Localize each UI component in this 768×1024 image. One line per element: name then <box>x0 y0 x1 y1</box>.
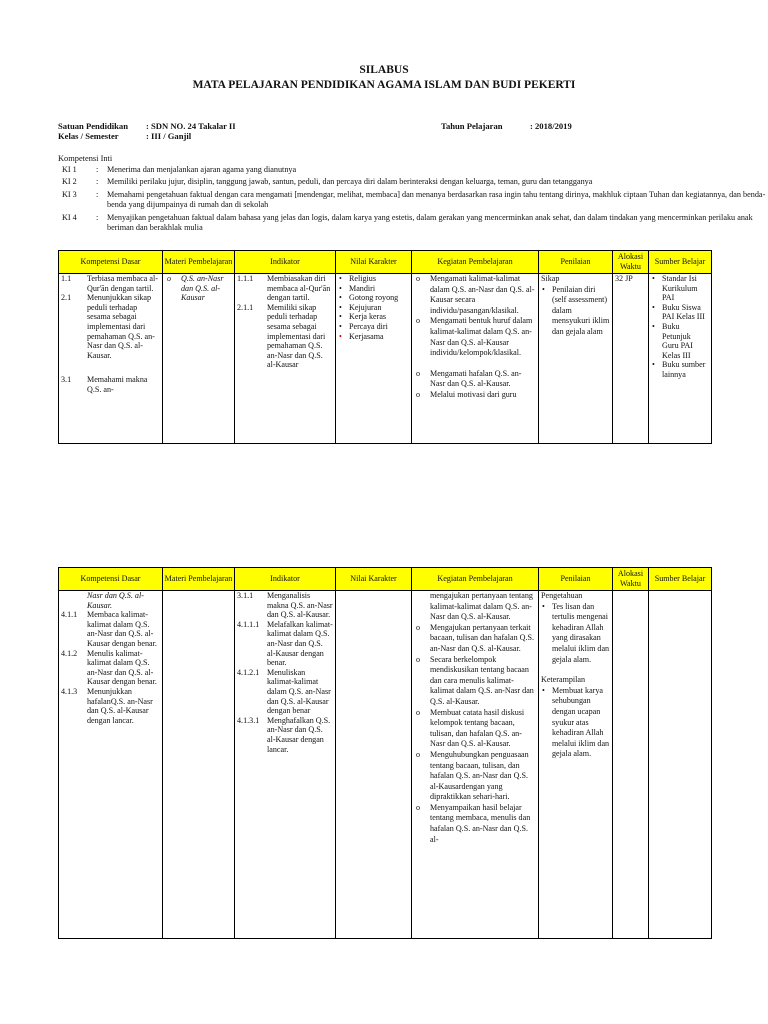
ki-colon: : <box>96 190 99 199</box>
indikator-item: 2.1.1 Memiliki sikap peduli terhadap sesama sebagai implementasi dari pemahaman Q.S. an-Nasr dan Q.S. al-Kausar <box>237 302 326 370</box>
kegiatan-item: o Mengamati hafalan Q.S. an-Nasr dan Q.S. al-Kausar. <box>414 369 536 390</box>
materi-cell <box>163 591 235 939</box>
nilai-item: • Kerja keras <box>338 312 409 322</box>
ki-code: KI 4 <box>62 213 77 222</box>
kegiatan-item: o Mengamati bentuk huruf dalam kalimat-kalimat dalam Q.S. an-Nasr dan Q.S. al-Kausar individu/kelompok/klasikal. <box>414 316 536 358</box>
penilaian-item: • Tes lisan dan tertulis mengenai kehadiran Allah yang dirasakan melalui iklim dan gejala alam. <box>541 602 610 666</box>
nilai-item: • Kerjasama <box>338 332 409 342</box>
ki-text: Menyajikan pengetahuan faktual dalam bahasa yang jelas dan logis, dalam karya yang estetis, dalam gerakan yang mencerminkan anak sehat, dan dalam tindakan yang mencerminkan perilaku anak beriman dan berakhlak mulia <box>107 213 753 233</box>
table-header-row <box>59 568 712 591</box>
penilaian-cell <box>539 274 613 444</box>
indikator-item: 4.1.3.1 Menghafalkan Q.S. an-Nasr dan Q.S. al-Kausar dengan lancar. <box>237 715 331 754</box>
header-nilai-karakter: Nilai Karakter <box>336 251 412 274</box>
indikator-cell <box>235 591 336 939</box>
kd-item: 2.1 Menunjukkan sikap peduli terhadap sesama sebagai implementasi dari pemahaman Q.S. an-Nasr dan Q.S. al-Kausar. <box>61 293 155 360</box>
sumber-item: • Buku sumber lainnya <box>651 360 709 379</box>
indikator-item: 4.1.1.1 Melafalkan kalimat-kalimat dalam Q.S. an-Nasr dan Q.S. al-Kausar dengan benar. <box>237 619 333 668</box>
kelas-label: Kelas / Semester <box>58 131 119 141</box>
tahun-label: Tahun Pelajaran <box>441 121 503 131</box>
header-indikator: Indikator <box>235 568 336 591</box>
kd-cell <box>59 274 163 444</box>
kd-item: 4.1.1 Membaca kalimat-kalimat dalam Q.S. an-Nasr dan Q.S. al-Kausar dengan benar. <box>61 610 157 648</box>
penilaian-pengetahuan-label: Pengetahuan <box>541 591 583 600</box>
ki-colon: : <box>96 213 99 222</box>
penilaian-keterampilan-label: Keterampilan <box>541 675 586 685</box>
indikator-item: 4.1.2.1 Menuliskan kalimat-kalimat dalam Q.S. an-Nasr dan Q.S. al-Kausar dengan benar <box>237 667 331 716</box>
ki-text: Memiliki perilaku jujur, disiplin, tanggung jawab, santun, peduli, dan percaya diri dalam berinteraksi dengan keluarga, teman, guru dan tetangganya <box>107 177 593 186</box>
ki-colon: : <box>96 177 99 186</box>
nilai-item: • Religius <box>338 274 409 284</box>
nilai-item: • Percaya diri <box>338 322 409 332</box>
header-kompetensi-dasar: Kompetensi Dasar <box>59 568 163 591</box>
ki-text: Memahami pengetahuan faktual dengan cara mengamati [mendengar, melihat, membaca] dan menanya berdasarkan rasa ingin tahu tentang dirinya, makhluk ciptaan Tuhan dan kegiatannya, dan benda-benda yang dijumpainya di rumah dan di sekolah <box>107 190 766 210</box>
kegiatan-item: o Menyampaikan hasil belajar tentang membaca, menulis dan hafalan Q.S. an-Nasr dan Q.S. al- <box>414 803 536 845</box>
kd-cell <box>59 591 163 939</box>
header-sumber: Sumber Belajar <box>649 251 712 274</box>
header-materi: Materi Pembelajaran <box>163 568 235 591</box>
kegiatan-continuation: mengajukan pertanyaan tentang kalimat-kalimat dalam Q.S. an-Nasr dan Q.S. al-Kausar. <box>430 591 533 622</box>
kegiatan-item: o Mengamati kalimat-kalimat dalam Q.S. an-Nasr dan Q.S. al-Kausar secara individu/pasangan/klasikal. <box>414 274 536 316</box>
indikator-item: 1.1.1 Membiasakan diri membaca al-Qur'ān dengan tartil. <box>237 274 331 303</box>
sumber-item: • Buku Petunjuk Guru PAI Kelas III <box>651 322 709 360</box>
header-penilaian: Penilaian <box>539 251 613 274</box>
table-header-row <box>59 251 712 274</box>
ki-code: KI 2 <box>62 177 77 186</box>
header-alokasi: Alokasi Waktu <box>613 568 649 591</box>
table-row <box>59 591 712 939</box>
header-alokasi: Alokasi Waktu <box>613 251 649 274</box>
ki-code: KI 3 <box>62 190 77 199</box>
penilaian-label: Sikap <box>541 274 560 283</box>
kelas-value: : III / Ganjil <box>146 131 192 141</box>
kegiatan-item: o Membuat catata hasil diskusi kelompok tentang bacaan, tulisan, dan hafalan Q.S. an-Nasr dan Q.S. al-Kausar. <box>414 708 536 750</box>
alokasi-cell: 32 JP <box>613 274 649 444</box>
header-materi: Materi Pembelajaran <box>163 251 235 274</box>
nilai-item: • Mandiri <box>338 284 409 294</box>
header-kompetensi-dasar: Kompetensi Dasar <box>59 251 163 274</box>
header-indikator: Indikator <box>235 251 336 274</box>
syllabus-table-2 <box>58 567 712 939</box>
kegiatan-cell <box>412 274 539 444</box>
syllabus-table-1 <box>58 250 712 444</box>
indikator-item: 3.1.1 Menganalisis makna Q.S. an-Nasr dan Q.S. al-Kausar. <box>237 591 333 620</box>
kd-item: 4.1.3 Menunjukkan hafalanQ.S. an-Nasr dan Q.S. al-Kausar dengan lancar. <box>61 686 153 725</box>
kegiatan-item: o Melalui motivasi dari guru <box>414 390 536 401</box>
kompetensi-inti-heading: Kompetensi Inti <box>58 154 113 163</box>
header-penilaian: Penilaian <box>539 568 613 591</box>
kd-item: 1.1 Terbiasa membaca al-Qur'ān dengan tartil. <box>61 274 158 293</box>
nilai-cell <box>336 591 412 939</box>
satuan-value: : SDN NO. 24 Takalar II <box>146 121 236 131</box>
materi-item: o Q.S. an-Nasr dan Q.S. al-Kausar <box>165 274 232 303</box>
kegiatan-cell <box>412 591 539 939</box>
header-nilai-karakter: Nilai Karakter <box>336 568 412 591</box>
document-title: SILABUS <box>359 64 409 76</box>
header-kegiatan: Kegiatan Pembelajaran <box>412 251 539 274</box>
penilaian-item: • Membuat karya sehubungan dengan ucapan syukur atas kehadiran Allah melalui iklim dan gejala alam. <box>541 686 610 760</box>
sumber-item: • Buku Siswa PAI Kelas III <box>651 303 709 322</box>
ki-text: Menerima dan menjalankan ajaran agama yang dianutnya <box>107 165 297 174</box>
kegiatan-item: o Menguhubungkan penguasaan tentang bacaan, tulisan, dan hafalan Q.S. an-Nasr dan Q.S. al-Kausardengan yang dipraktikkan sehari-hari. <box>414 750 536 803</box>
table-row <box>59 274 712 444</box>
materi-cell <box>163 274 235 444</box>
ki-colon: : <box>96 165 99 174</box>
header-kegiatan: Kegiatan Pembelajaran <box>412 568 539 591</box>
indikator-cell <box>235 274 336 444</box>
sumber-cell <box>649 274 712 444</box>
kegiatan-item: o Mengajukan pertanyaan terkait bacaan, tulisan dan hafalan Q.S. an-Nasr dan Q.S. al-Kausar. <box>414 623 536 655</box>
penilaian-cell <box>539 591 613 939</box>
kd-item: 4.1.2 Menulis kalimat-kalimat dalam Q.S. an-Nasr dan Q.S. al-Kausar dengan benar. <box>61 648 157 687</box>
sumber-item: • Standar Isi Kurikulum PAI <box>651 274 709 303</box>
tahun-value: : 2018/2019 <box>530 121 572 131</box>
penilaian-item: • Penilaian diri (self assessment) dalam mensyukuri iklim dan gejala alam <box>541 285 610 338</box>
kegiatan-item: o Secara berkelompok mendiskusikan tentang bacaan dan cara menulis kalimat-kalimat dalam Q.S. an-Nasr dan Q.S. al-Kausar. <box>414 655 536 708</box>
kd-item: 3.1 Memahami makna Q.S. an- <box>61 375 148 394</box>
nilai-item: • Kejujuran <box>338 303 409 313</box>
header-sumber: Sumber Belajar <box>649 568 712 591</box>
kd-continuation: Nasr dan Q.S. al-Kausar. <box>87 591 144 610</box>
nilai-item: • Gotong royong <box>338 293 409 303</box>
satuan-label: Satuan Pendidikan <box>58 121 128 131</box>
document-subtitle: MATA PELAJARAN PENDIDIKAN AGAMA ISLAM DAN BUDI PEKERTI <box>192 79 576 91</box>
ki-code: KI 1 <box>62 165 77 174</box>
alokasi-cell <box>613 591 649 939</box>
sumber-cell <box>649 591 712 939</box>
nilai-cell <box>336 274 412 444</box>
